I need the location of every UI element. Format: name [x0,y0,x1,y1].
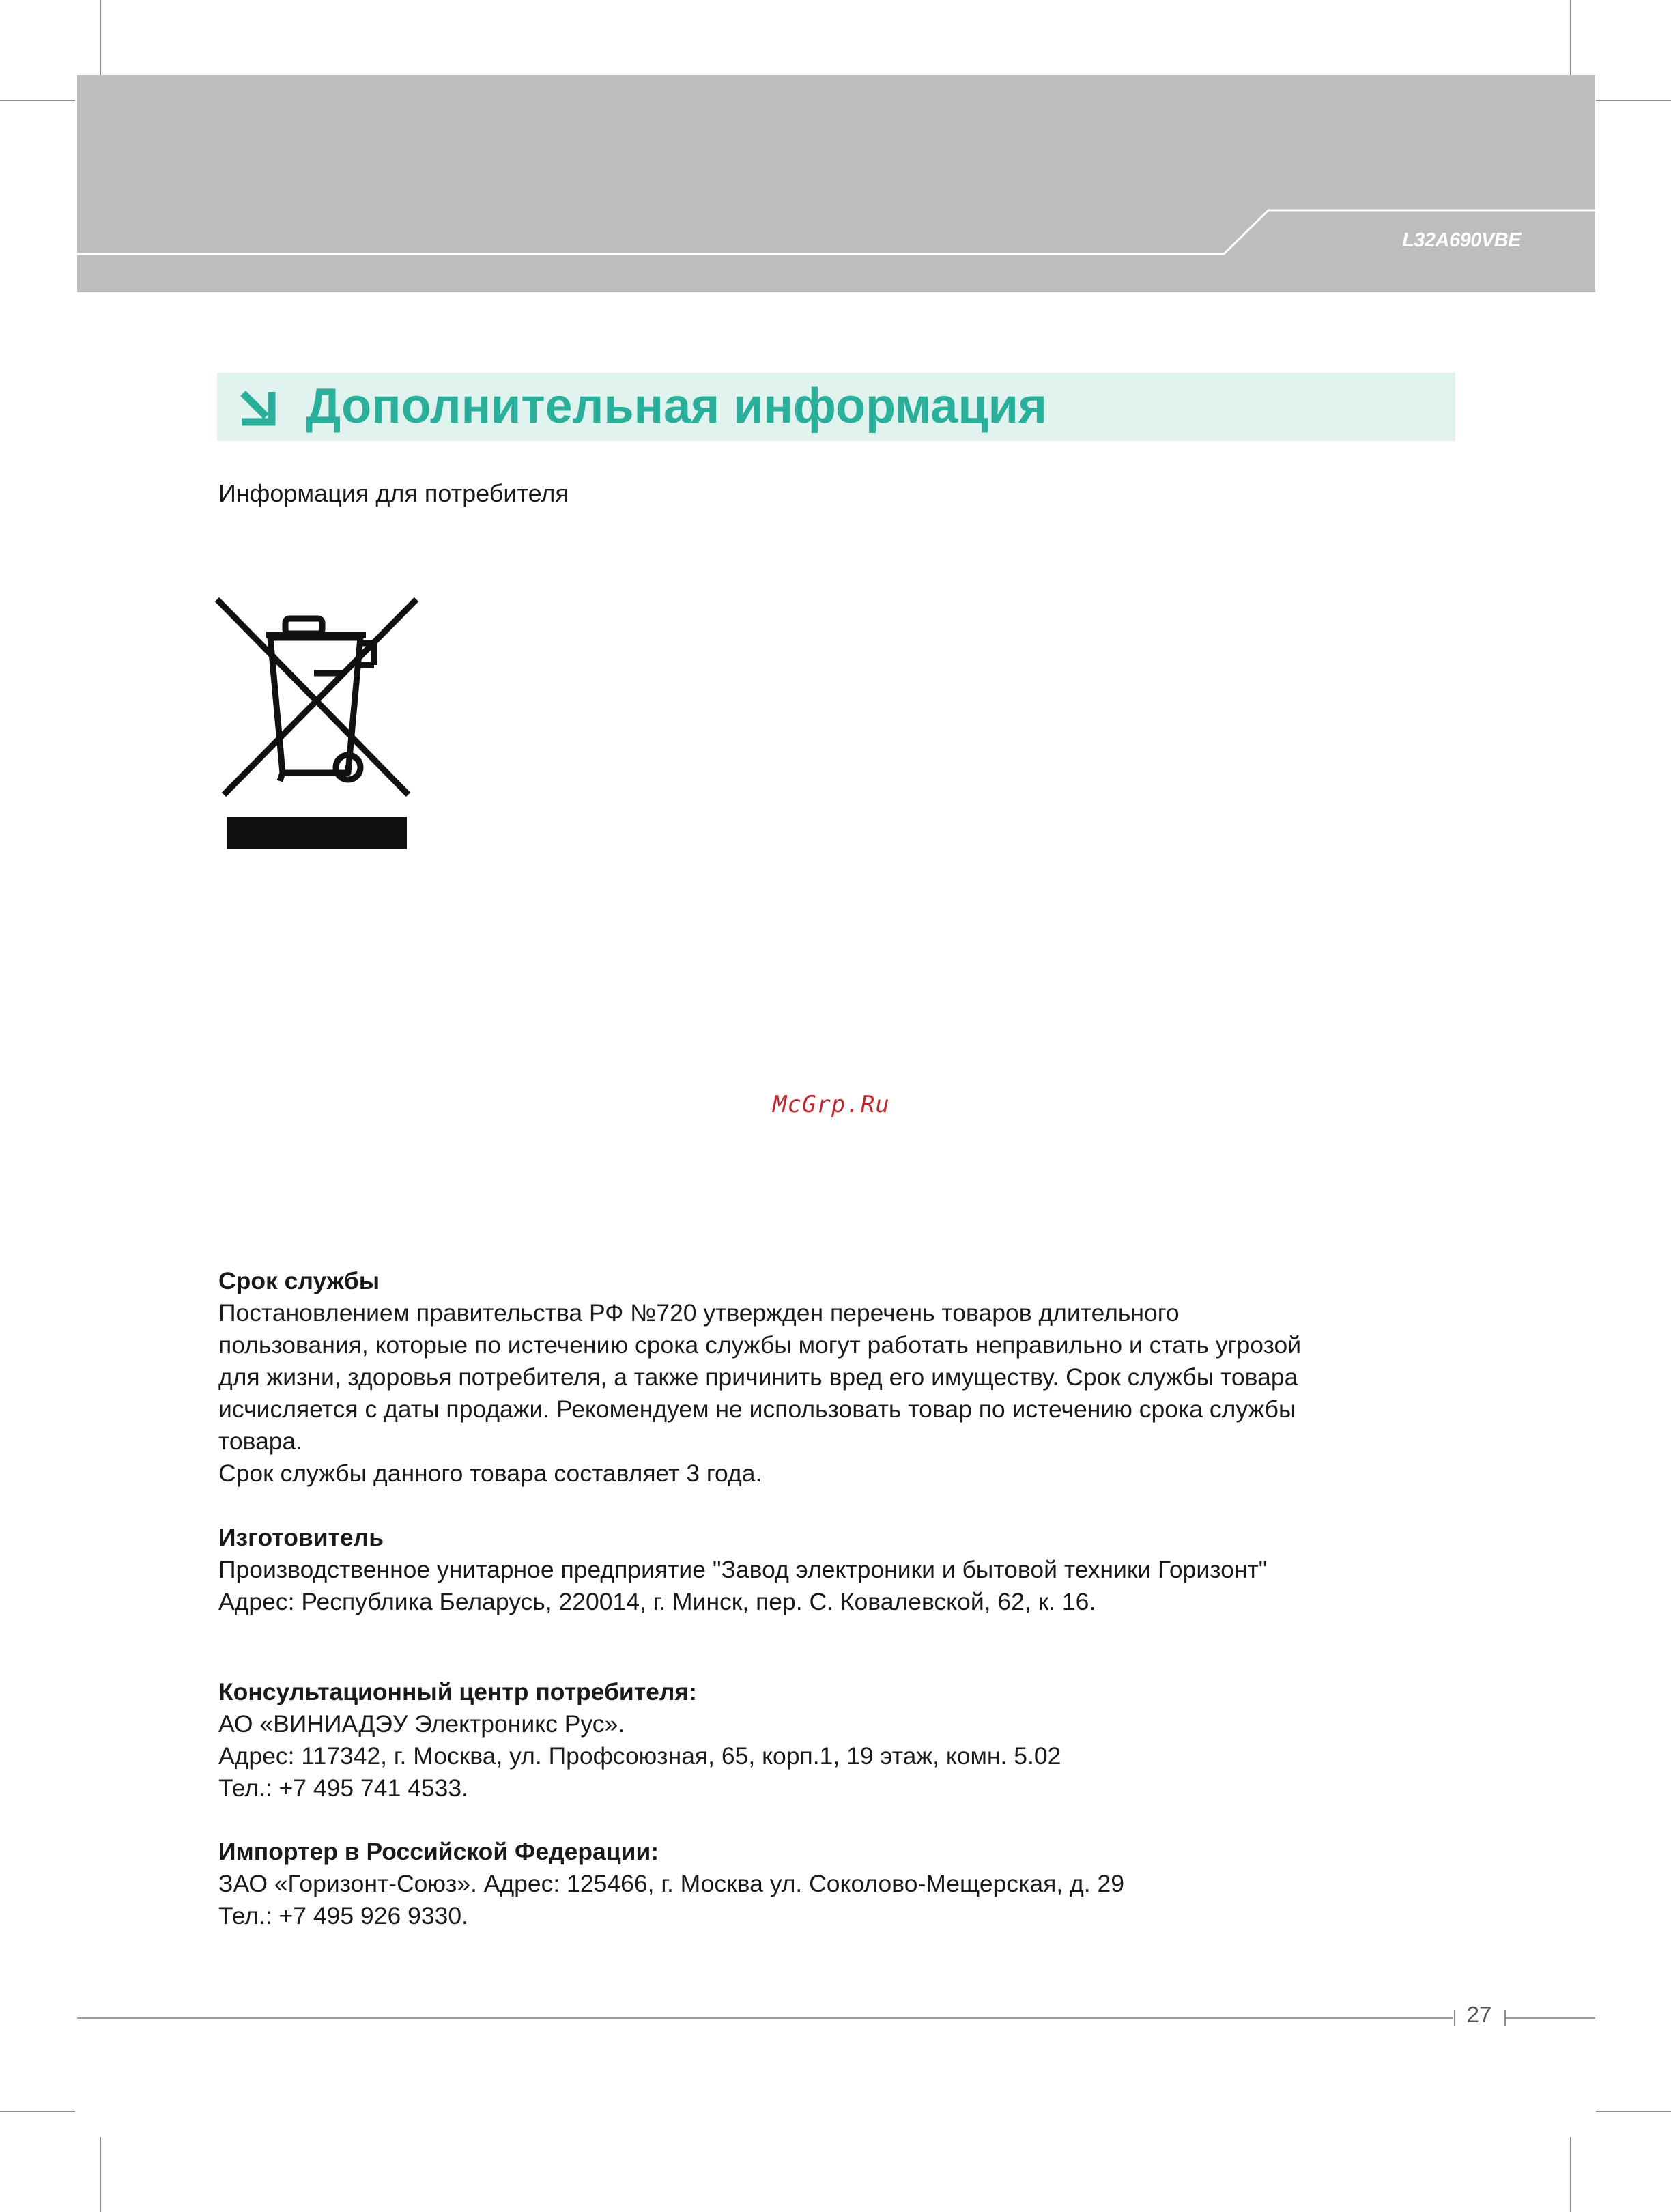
text-line: для жизни, здоровья потребителя, а также причинить вред его имуществу. Срок службы товара [218,1363,1298,1391]
text-line: Постановлением правительства РФ №720 утвержден перечень товаров длительного [218,1299,1180,1327]
crop-mark [0,100,75,101]
text-line: Срок службы данного товара составляет 3 года. [218,1460,762,1487]
page-number-tick [1504,2010,1506,2026]
crossed-out-wheelie-bin-icon [214,597,419,853]
model-number: L32A690VBE [1402,229,1521,251]
watermark: McGrp.Ru [773,1091,890,1118]
text-line: Тел.: +7 495 926 9330. [218,1902,468,1929]
section-heading: Консультационный центр потребителя: [218,1678,697,1705]
text-line: АО «ВИНИАДЭУ Электроникс Рус». [218,1710,625,1738]
crop-mark [1596,2111,1671,2112]
section-heading: Изготовитель [218,1524,384,1551]
crop-mark [1570,0,1571,75]
header-divider-line [77,75,1595,292]
crop-mark [100,0,101,75]
text-line: исчисляется с даты продажи. Рекомендуем не использовать товар по истечению срока службы [218,1395,1296,1423]
crop-mark [0,2111,75,2112]
section-service-life [218,1265,1447,1490]
section-importer [218,1836,1447,1932]
section-title-bar [217,373,1455,441]
section-manufacturer [218,1522,1447,1618]
crop-mark [100,2137,101,2212]
page-number: 27 [1466,2002,1492,2027]
footer-rule [77,2017,1595,2019]
section-heading: Импортер в Российской Федерации: [218,1838,659,1865]
text-line: ЗАО «Горизонт-Союз». Адрес: 125466, г. Москва ул. Соколово-Мещерская, д. 29 [218,1870,1124,1897]
section-consumer-center [218,1676,1447,1804]
text-line: товара. [218,1428,303,1455]
text-line: Адрес: 117342, г. Москва, ул. Профсоюзная, 65, корп.1, 19 этаж, комн. 5.02 [218,1742,1061,1770]
arrow-down-right-icon [236,386,277,427]
page-title: Дополнительная информация [306,379,1047,434]
crop-mark [1570,2137,1571,2212]
text-line: пользования, которые по истечению срока службы могут работать неправильно и стать угрозой [218,1331,1302,1359]
text-line: Адрес: Республика Беларусь, 220014, г. Минск, пер. С. Ковалевской, 62, к. 16. [218,1588,1096,1615]
text-line: Производственное унитарное предприятие "Завод электроники и бытовой техники Горизонт" [218,1556,1268,1583]
crop-mark [1596,100,1671,101]
subtitle: Информация для потребителя [218,479,569,507]
page-header-band [77,75,1595,292]
text-line: Тел.: +7 495 741 4533. [218,1774,468,1802]
section-heading: Срок службы [218,1267,380,1294]
